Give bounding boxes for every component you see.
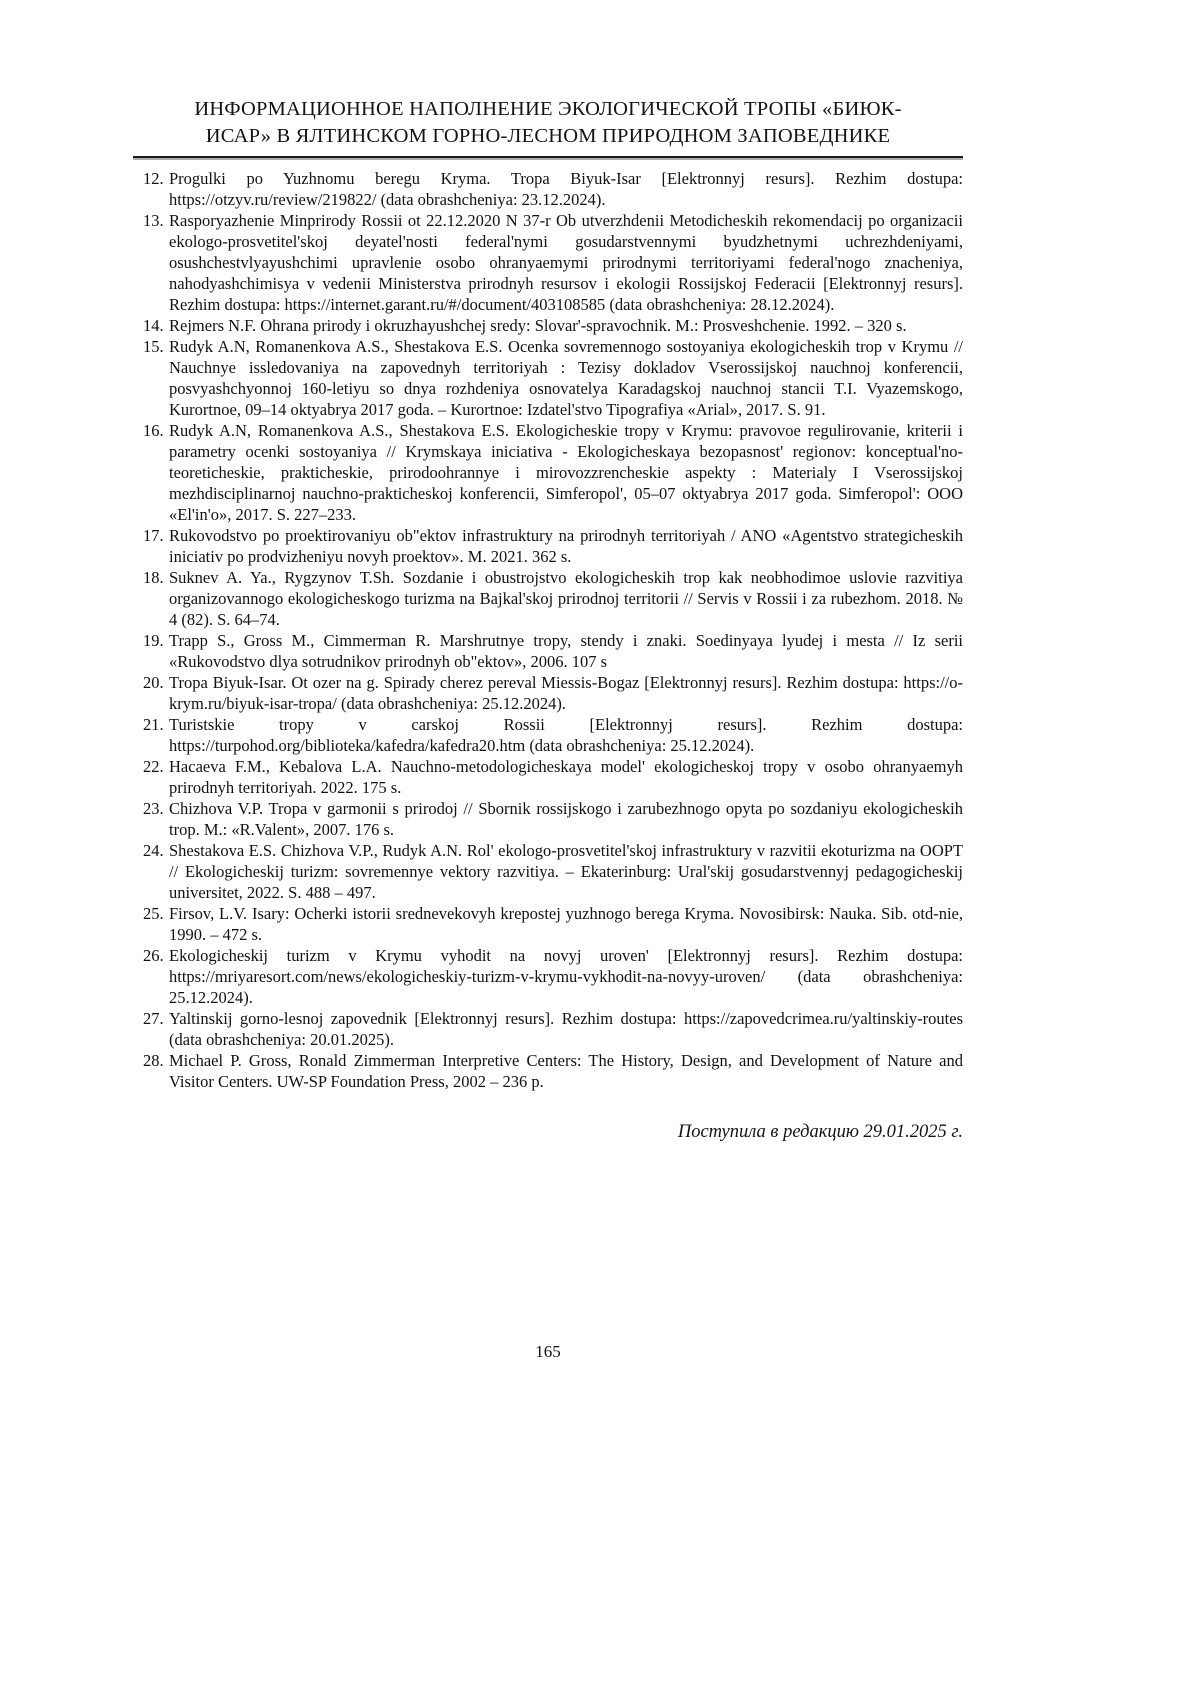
reference-number: 27. (143, 1009, 164, 1028)
reference-number: 21. (143, 715, 164, 734)
reference-text: Hacaeva F.M., Kebalova L.A. Nauchno-metodologicheskaya model' ekologicheskoj tropy v osobo ohranyaemyh prirodnyh territoriyah. 2022. 175 s. (169, 757, 963, 797)
header-divider-rule (133, 156, 963, 158)
reference-number: 15. (143, 337, 164, 356)
reference-item (133, 567, 963, 630)
reference-text: Rukovodstvo po proektirovaniyu ob"ektov infrastruktury na prirodnyh territoriyah / ANO «Agentstvo strategicheskih iniciativ po prodvizheniyu novyh proektov». M. 2021. 362 s. (169, 526, 963, 566)
reference-number: 19. (143, 631, 164, 650)
reference-number: 17. (143, 526, 164, 545)
reference-item (133, 1008, 963, 1050)
article-title-line-2: ИСАР» В ЯЛТИНСКОМ ГОРНО-ЛЕСНОМ ПРИРОДНОМ ЗАПОВЕДНИКЕ (205, 125, 891, 147)
reference-number: 22. (143, 757, 164, 776)
reference-item (133, 525, 963, 567)
reference-item (133, 420, 963, 525)
reference-item (133, 840, 963, 903)
reference-item (133, 1050, 963, 1092)
reference-text: Suknev A. Ya., Rygzynov T.Sh. Sozdanie i obustrojstvo ekologicheskih trop kak neobhodimoe uslovie razvitiya organizovannogo ekologicheskogo turizma na Bajkal'skoj prirodnoj territorii // Servis v Rossii i za rubezhom. 2018. № 4 (82). S. 64–74. (169, 568, 963, 629)
reference-item (133, 903, 963, 945)
reference-item (133, 630, 963, 672)
reference-text: Chizhova V.P. Tropa v garmonii s prirodoj // Sbornik rossijskogo i zarubezhnogo opyta po sozdaniyu ekologicheskih trop. M.: «R.Valent», 2007. 176 s. (169, 799, 963, 839)
reference-text: Tropa Biyuk-Isar. Ot ozer na g. Spirady cherez pereval Miessis-Bogaz [Elektronnyj resurs]. Rezhim dostupa: https://o-krym.ru/biyuk-isar-tropa/ (data obrashcheniya: 25.12.2024). (169, 673, 963, 713)
reference-number: 24. (143, 841, 164, 860)
page-number: 165 (535, 1342, 561, 1361)
reference-text: Turistskie tropy v carskoj Rossii [Elektronnyj resurs]. Rezhim dostupa: https://turpohod.org/biblioteka/kafedra/kafedra20.htm (data obrashcheniya: 25.12.2024). (169, 715, 963, 755)
reference-item (133, 336, 963, 420)
article-title-line-1: ИНФОРМАЦИОННОЕ НАПОЛНЕНИЕ ЭКОЛОГИЧЕСКОЙ ТРОПЫ «БИЮК- (194, 98, 902, 120)
reference-item (133, 672, 963, 714)
reference-list (133, 168, 963, 1092)
reference-item (133, 714, 963, 756)
reference-text: Rudyk A.N, Romanenkova A.S., Shestakova E.S. Ocenka sovremennogo sostoyaniya ekologicheskih trop v Krymu // Nauchnye issledovaniya na zapovednyh territoriyah : Tezisy dokladov Vserossijskoj nauchnoj konferencii, posvyashchyonnoj 160-letiyu so dnya rozhdeniya osnovatelya Karadagskoj nauchnoj stancii T.I. Vyazemskogo, Kurortnoe, 09–14 oktyabrya 2017 goda. – Kurortnoe: Izdatel'stvo Tipografiya «Arial», 2017. S. 91. (169, 337, 963, 419)
reference-number: 26. (143, 946, 164, 965)
reference-number: 20. (143, 673, 164, 692)
reference-number: 12. (143, 169, 164, 188)
reference-item (133, 210, 963, 315)
reference-text: Yaltinskij gorno-lesnoj zapovednik [Elektronnyj resurs]. Rezhim dostupa: https://zapovedcrimea.ru/yaltinskiy-routes (data obrashcheniya: 20.01.2025). (169, 1009, 963, 1049)
reference-item (133, 315, 963, 336)
received-date-note: Поступила в редакцию 29.01.2025 г. (677, 1122, 963, 1142)
reference-text: Rasporyazhenie Minprirody Rossii ot 22.12.2020 N 37-r Ob utverzhdenii Metodicheskih rekomendacij po organizacii ekologo-prosvetitel'skoj deyatel'nosti federal'nymi gosudarstvennymi byudzhetnymi uchrezhdeniyami, osushchestvlyayushchimi upravlenie osobo ohranyaemymi prirodnymi territoriyami federal'nogo znacheniya, nahodyashchimisya v vedenii Ministerstva prirodnyh resursov i ekologii Rossijskoj Federacii [Elektronnyj resurs]. Rezhim dostupa: https://internet.garant.ru/#/document/403108585 (data obrashcheniya: 28.12.2024). (169, 211, 963, 314)
page-content (133, 96, 963, 1143)
reference-text: Firsov, L.V. Isary: Ocherki istorii srednevekovyh krepostej yuzhnogo berega Kryma. Novosibirsk: Nauka. Sib. otd-nie, 1990. – 472 s. (169, 904, 963, 944)
article-title (133, 96, 963, 150)
reference-number: 25. (143, 904, 164, 923)
reference-text: Progulki po Yuzhnomu beregu Kryma. Tropa Biyuk-Isar [Elektronnyj resurs]. Rezhim dostupa: https://otzyv.ru/review/219822/ (data obrashcheniya: 23.12.2024). (169, 169, 963, 209)
reference-number: 18. (143, 568, 164, 587)
reference-text: Ekologicheskij turizm v Krymu vyhodit na novyj uroven' [Elektronnyj resurs]. Rezhim dostupa: https://mriyaresort.com/news/ekologicheskiy-turizm-v-krymu-vykhodit-na-novyy-uroven/ (data obrashcheniya: 25.12.2024). (169, 946, 963, 1007)
reference-item (133, 945, 963, 1008)
reference-item (133, 798, 963, 840)
reference-text: Rejmers N.F. Ohrana prirody i okruzhayushchej sredy: Slovar'-spravochnik. M.: Prosveshchenie. 1992. – 320 s. (169, 316, 907, 335)
reference-number: 13. (143, 211, 164, 230)
reference-number: 14. (143, 316, 164, 335)
reference-item (133, 756, 963, 798)
reference-text: Michael P. Gross, Ronald Zimmerman Interpretive Centers: The History, Design, and Development of Nature and Visitor Centers. UW-SP Foundation Press, 2002 – 236 p. (169, 1051, 963, 1091)
reference-text: Rudyk A.N, Romanenkova A.S., Shestakova E.S. Ekologicheskie tropy v Krymu: pravovoe regulirovanie, kriterii i parametry ocenki sostoyaniya // Krymskaya iniciativa - Ekologicheskaya bezopasnost' regionov: konceptual'no-teoreticheskie, prakticheskie, prirodoohrannye i mirovozzrencheskie aspekty : Materialy I Vserossijskoj mezhdisciplinarnoj nauchno-prakticheskoj konferencii, Simferopol', 05–07 oktyabrya 2017 goda. Simferopol': OOO «El'in'o», 2017. S. 227–233. (169, 421, 963, 524)
reference-text: Shestakova E.S. Chizhova V.P., Rudyk A.N. Rol' ekologo-prosvetitel'skoj infrastruktury v razvitii ekoturizma na OOPT // Ekologicheskij turizm: sovremennye vektory razvitiya. – Ekaterinburg: Ural'skij gosudarstvennyj pedagogicheskij universitet, 2022. S. 488 – 497. (169, 841, 963, 902)
reference-text: Trapp S., Gross M., Cimmerman R. Marshrutnye tropy, stendy i znaki. Soedinyaya lyudej i mesta // Iz serii «Rukovodstvo dlya sotrudnikov prirodnyh ob"ektov», 2006. 107 s (169, 631, 963, 671)
reference-number: 16. (143, 421, 164, 440)
reference-item (133, 168, 963, 210)
reference-number: 28. (143, 1051, 164, 1070)
reference-number: 23. (143, 799, 164, 818)
